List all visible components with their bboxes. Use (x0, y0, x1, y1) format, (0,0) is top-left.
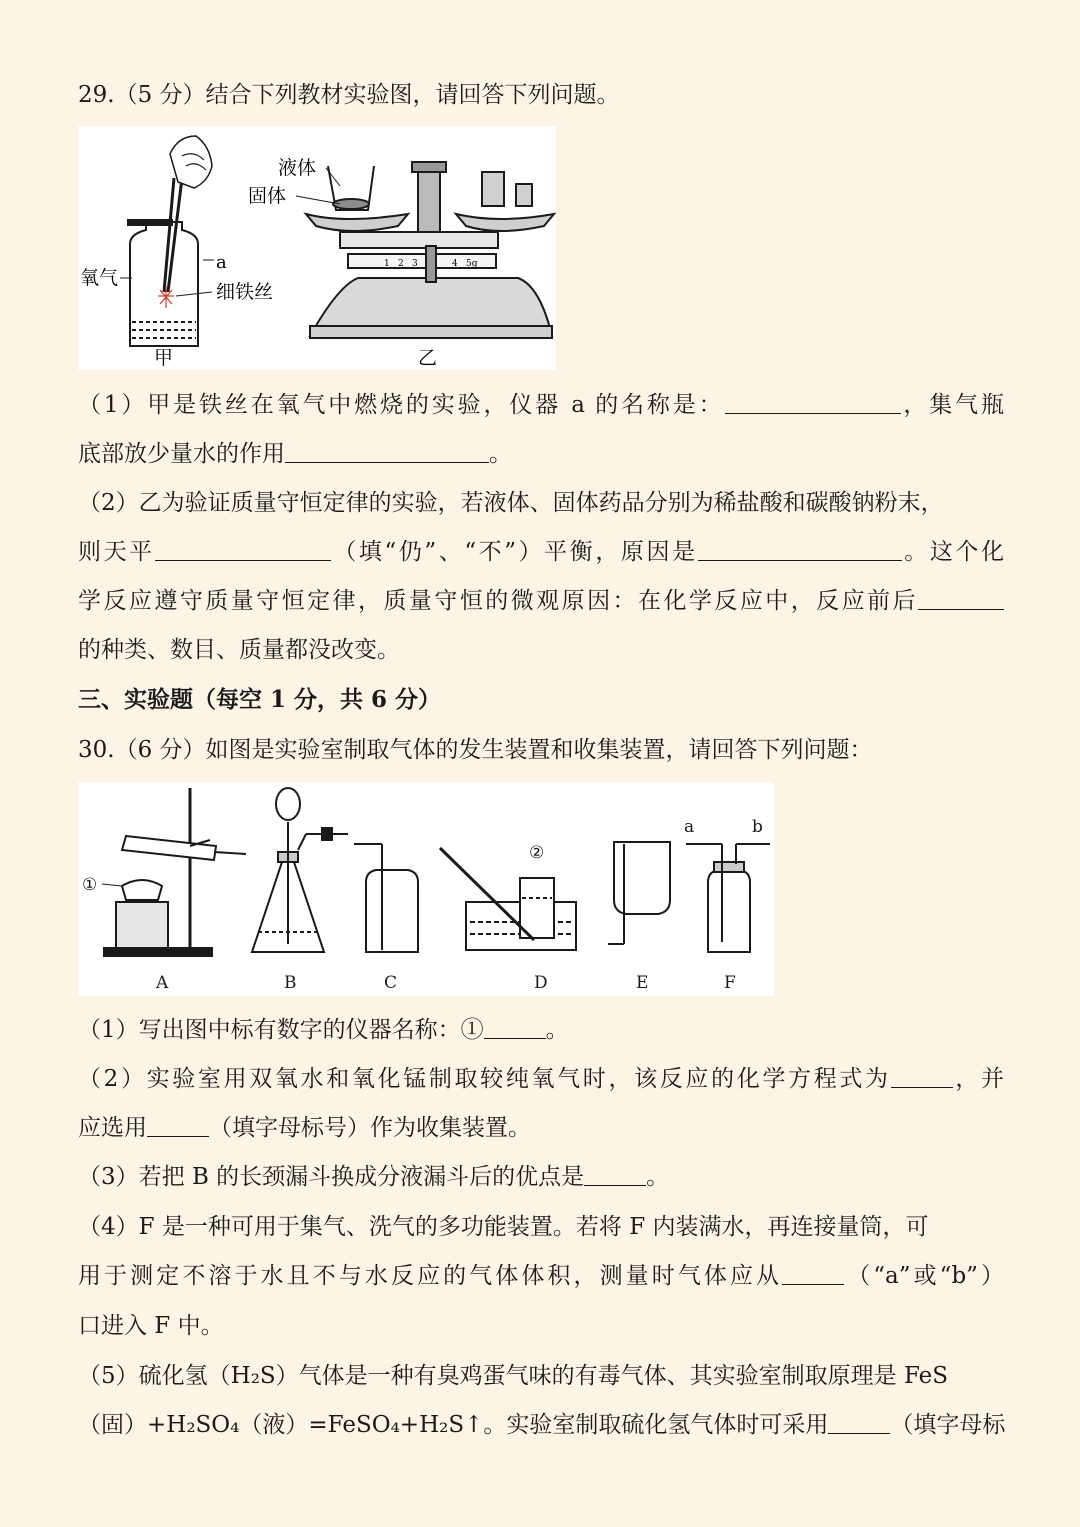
q29-part2-line4: 的种类、数目、质量都没改变。 (78, 637, 400, 663)
svg-text:1: 1 (384, 259, 390, 269)
q30-figure-svg (78, 782, 774, 996)
svg-text:4: 4 (452, 259, 458, 269)
q29-header: 29.（5 分）结合下列教材实验图，请回答下列问题。 (78, 82, 620, 108)
apparatus-E (608, 842, 670, 944)
answer-blank-collector[interactable] (147, 1114, 209, 1137)
apparatus-C (354, 844, 418, 952)
label-a: a (216, 252, 227, 273)
q30-part1: （1）写出图中标有数字的仪器名称：① 。 (78, 1017, 569, 1043)
q29-figure (78, 126, 556, 370)
iron-wire-spark (158, 286, 174, 308)
caption-D: D (534, 973, 548, 993)
q30-part2-line2: 应选用 （填字母标号）作为收集装置。 (78, 1115, 531, 1141)
answer-blank-water-purpose[interactable] (285, 440, 489, 463)
caption-yi: 乙 (418, 347, 438, 369)
label-oxygen: 氧气 (80, 267, 119, 289)
apparatus-F (686, 844, 770, 952)
apparatus-A (104, 788, 246, 956)
apparatus-captions (155, 973, 736, 993)
svg-text:5g: 5g (466, 259, 478, 269)
apparatus-B (252, 788, 348, 952)
gas-jar-apparatus (128, 220, 198, 346)
svg-text:2: 2 (398, 259, 404, 269)
q29-part2-line1: （2）乙为验证质量守恒定律的实验，若液体、固体药品分别为稀盐酸和碳酸钠粉末， (78, 490, 944, 516)
crucible-tongs (164, 136, 212, 292)
apparatus-D (440, 848, 576, 950)
caption-F: F (724, 973, 736, 993)
caption-A: A (156, 973, 169, 993)
q30-part3: （3）若把 B 的长颈漏斗换成分液漏斗后的优点是 。 (78, 1164, 670, 1190)
circle-label-2: ② (529, 843, 545, 863)
q30-part4-line3: 口进入 F 中。 (78, 1313, 224, 1339)
answer-blank-micro[interactable] (918, 587, 1004, 610)
answer-blank-reason[interactable] (698, 538, 902, 561)
q29-figure-svg (78, 126, 556, 370)
answer-blank-instrument-a[interactable] (725, 391, 901, 414)
answer-blank-balance[interactable] (155, 538, 331, 561)
port-label-b: b (752, 817, 763, 837)
caption-C: C (384, 973, 398, 993)
q30-part2-line1: （2）实验室用双氧水和氧化锰制取较纯氧气时，该反应的化学方程式为 ，并 (78, 1066, 1005, 1092)
q29-part2-line2: 则天平 （填“仍”、“不”）平衡，原因是 。这个化 (78, 539, 1004, 565)
answer-blank-instrument-1[interactable] (484, 1016, 546, 1039)
answer-blank-port[interactable] (782, 1262, 844, 1285)
q29-part1-line1: （1）甲是铁丝在氧气中燃烧的实验，仪器 a 的名称是： ，集气瓶 (78, 392, 1005, 418)
label-liquid: 液体 (278, 157, 317, 179)
caption-jia: 甲 (154, 347, 174, 369)
q30-part4-line1: （4）F 是一种可用于集气、洗气的多功能装置。若将 F 内装满水，再连接量筒，可 (78, 1214, 929, 1240)
section-3-title: 三、实验题（每空 1 分，共 6 分） (78, 686, 442, 713)
q30-part5-line2: （固）+H₂SO₄（液）=FeSO₄+H₂S↑。实验室制取硫化氢气体时可采用 （填字母标 (78, 1412, 1006, 1438)
label-iron-wire: 细铁丝 (216, 281, 274, 303)
balance-scale (306, 162, 554, 338)
port-label-a: a (684, 817, 695, 837)
q30-header: 30.（6 分）如图是实验室制取气体的发生装置和收集装置，请回答下列问题： (78, 737, 873, 763)
q30-figure (78, 782, 774, 996)
q30-part5-line1: （5）硫化氢（H₂S）气体是一种有臭鸡蛋气味的有毒气体、其实验室制取原理是 FeS (78, 1363, 949, 1389)
answer-blank-h2s-apparatus[interactable] (828, 1411, 890, 1434)
caption-B: B (284, 973, 297, 993)
q30-part4-line2: 用于测定不溶于水且不与水反应的气体体积，测量时气体应从 （“a”或“b”） (78, 1263, 1005, 1289)
answer-blank-equation[interactable] (891, 1065, 953, 1088)
caption-E: E (636, 973, 649, 993)
q29-part1-line2: 底部放少量水的作用 。 (78, 441, 512, 467)
answer-blank-advantage[interactable] (584, 1163, 646, 1186)
svg-text:3: 3 (412, 259, 418, 269)
label-solid: 固体 (248, 185, 287, 207)
circle-label-1: ① (82, 875, 98, 895)
q29-part2-line3: 学反应遵守质量守恒定律，质量守恒的微观原因：在化学反应中，反应前后 (78, 584, 1004, 618)
